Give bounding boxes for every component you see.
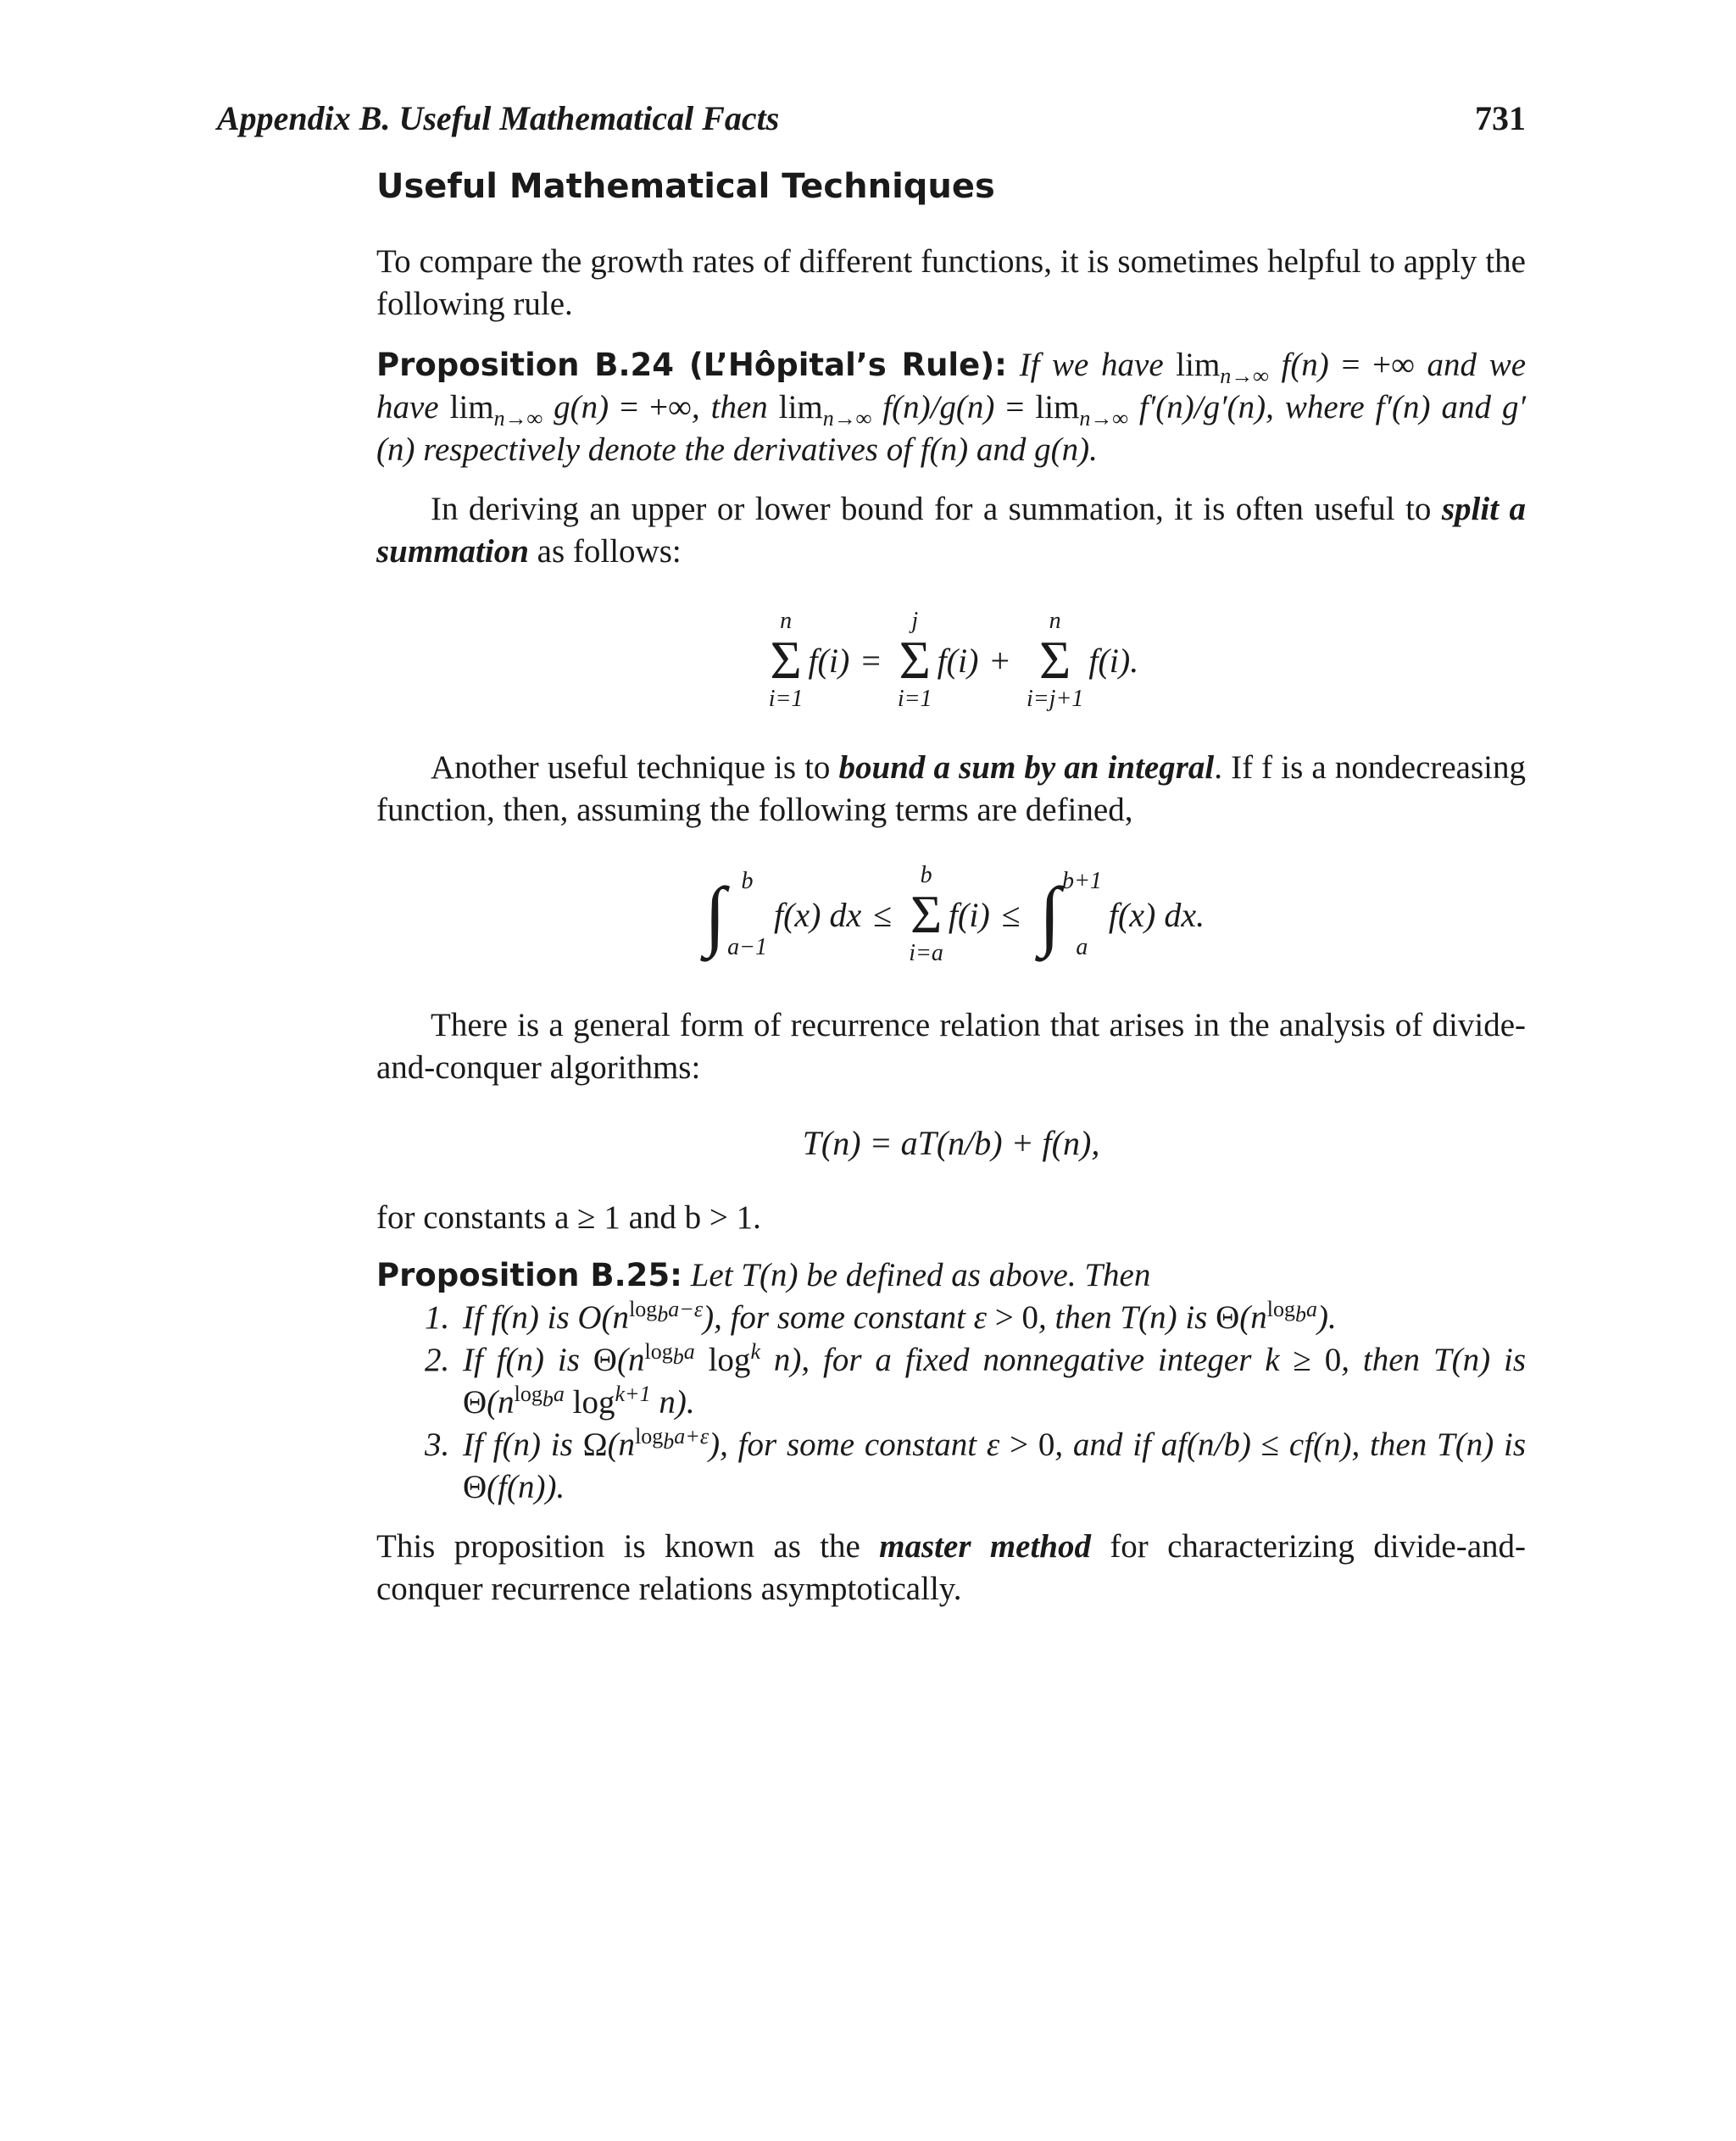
para6-after: for characterizing divide-and-conquer recurrence relations asymptotically. [376,1528,1527,1607]
master-method-cases [376,1297,1526,1509]
page-number: 731 [1475,99,1526,137]
proposition-b24-label: Proposition B.24 (L’Hôpital’s Rule): [376,347,1007,383]
recurrence-paragraph: There is a general form of recurrence relation that arises in the analysis of divide-and-conquer algorithms: [376,1007,1526,1086]
sum-symbol: n Σ i=j+1 [1027,608,1084,712]
integral-bound-paragraph [376,747,1526,831]
integral-symbol: ∫ b a−1 [704,868,767,960]
page-body [376,166,1526,1610]
list-item: 3. If f(n) is $\Omega(n^{log_ba+\varepsilon})$, for some constant ε > 0, and if af(n/b) ≤ cf(n), then T(n) is Θ(f(n)). [458,1424,1526,1509]
list-item: 2. If f(n) is $\Theta(n^{log_ba}$ $\log^k n$), for a fixed nonnegative integer k ≥ 0, then T(n) is $\Theta(n^{log_ba}$ $\log^{k+1} n$). [458,1339,1526,1424]
para6-before: This proposition is known as the [376,1528,860,1565]
sum-symbol: j Σ i=1 [897,608,932,712]
section-title: Useful Mathematical Techniques [376,167,995,206]
proposition-b25-intro: Let T(n) be defined as above. Then [690,1257,1151,1293]
para6-emphasis: master method [879,1528,1091,1565]
constants-paragraph: for constants a ≥ 1 and b > 1. [376,1199,761,1236]
para2-before: In deriving an upper or lower bound for a summation, it is often useful to [431,491,1432,527]
sum-symbol: b Σ i=a [909,862,943,966]
split-summation-paragraph [376,488,1526,573]
proposition-b24-text: If we have $\lim_{n\to\infty} f(n)$ = +∞ and we have $\lim_{n\to\infty} g(n)$ = +∞, then $\lim_{n\to\infty} f(n)/g(n) = \lim_{n\to\infty} f'(n)/g'(n)$, where f′(n) and g′(n) respectively denote the derivatives of f(n) and g(n). [376,347,1527,468]
proposition-b25 [376,1254,1526,1297]
running-header [217,98,1526,149]
para2-after: as follows: [537,533,682,570]
master-method-paragraph [376,1526,1526,1610]
para3-before: Another useful technique is to [431,749,831,786]
sum-symbol: n Σ i=1 [768,608,804,712]
integral-symbol: ∫ b+1 a [1038,868,1102,960]
split-summation-equation: n Σ i=1 f(i) = j Σ i=1 f(i) + n Σ i=j+1 f(i). [768,608,1139,712]
header-title: Appendix B. Useful Mathematical Facts [217,99,780,137]
para2-emphasis: split a summation [376,491,1527,570]
integral-bound-equation: ∫ b a−1 f(x) dx ≤ b Σ i=a f(i) ≤ ∫ b+1 a f(x) dx. [704,862,1205,966]
para3-after: . If f is a nondecreasing function, then, assuming the following terms are defined, [376,749,1526,828]
proposition-b25-label: Proposition B.25: [376,1257,682,1293]
recurrence-formula: T(n) = aT(n/b) + f(n), [802,1124,1100,1162]
intro-paragraph: To compare the growth rates of different functions, it is sometimes helpful to apply the following rule. [376,243,1526,322]
para3-emphasis: bound a sum by an integral [838,749,1215,786]
recurrence-equation [376,1123,1526,1163]
proposition-b24 [376,344,1526,471]
list-item: 1. If f(n) is $O(n^{log_ba-\varepsilon})$, for some constant ε > 0, then T(n) is $\Theta(n^{log_ba})$. [458,1297,1526,1339]
